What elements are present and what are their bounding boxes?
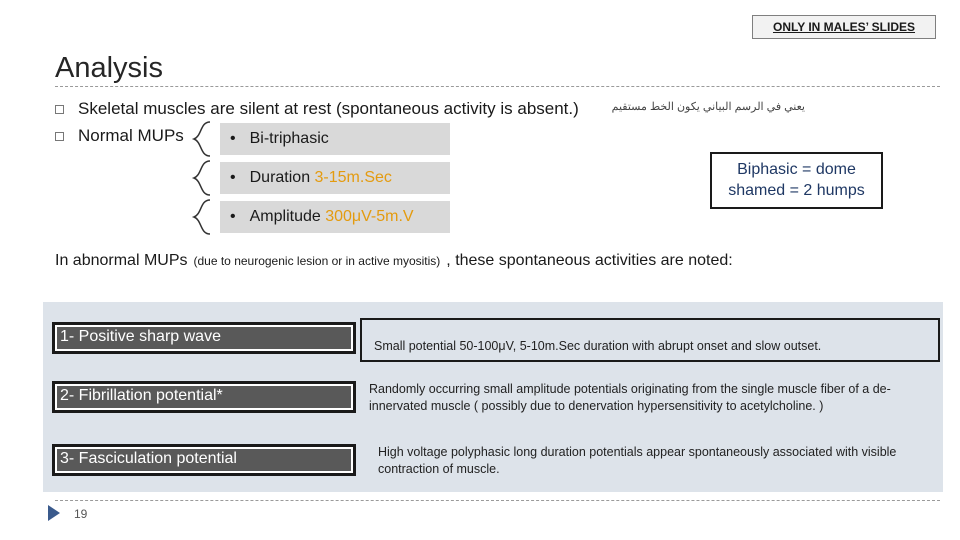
brace-icon [186, 120, 216, 158]
label-fasciculation-potential [52, 444, 356, 476]
mup-item-label: Amplitude [249, 208, 326, 225]
brace-icon [186, 159, 216, 197]
desc-positive-sharp-wave [360, 318, 940, 362]
label-positive-sharp-wave [52, 322, 356, 354]
page-number: 19 [74, 507, 88, 521]
bullet-dot-icon: • [230, 208, 236, 225]
row-label: 1- Positive sharp wave [60, 328, 221, 345]
callout-line-1: Biphasic = dome [737, 160, 856, 178]
title-divider [55, 86, 940, 87]
mup-item-label: Bi-triphasic [249, 130, 329, 147]
bullet-silent-at-rest [55, 99, 579, 119]
desc-fibrillation-potential [369, 381, 935, 415]
row-desc: Randomly occurring small amplitude potentials originating from the single muscle fiber of a de-innervated muscle ( possibly due to denervation hypersensitivity to acetylcholine. ) [369, 382, 891, 413]
bullet-dot-icon: • [230, 130, 236, 147]
arabic-note: يعني في الرسم البياني يكون الخط مستقيم [611, 101, 805, 113]
mup-item-duration [220, 162, 450, 194]
row-label: 2- Fibrillation potential* [60, 387, 223, 404]
bullet-dot-icon: • [230, 169, 236, 186]
bullet-text: Skeletal muscles are silent at rest (spontaneous activity is absent.) [78, 99, 579, 118]
checkbox-bullet-icon [55, 105, 64, 114]
abnormal-tail: , these spontaneous activities are noted: [446, 252, 733, 269]
abnormal-lead: In abnormal MUPs [55, 252, 188, 269]
slide-title: Analysis [55, 52, 163, 84]
mup-item-value: 3-15m.Sec [314, 169, 392, 186]
desc-fasciculation-potential [378, 444, 923, 478]
row-label: 3- Fasciculation potential [60, 450, 237, 467]
mup-item-amplitude [220, 201, 450, 233]
abnormal-mups-heading [55, 252, 733, 270]
mup-item-biphasic [220, 123, 450, 155]
males-slides-badge: ONLY IN MALES’ SLIDES [752, 15, 936, 39]
label-fibrillation-potential [52, 381, 356, 413]
mup-item-value: 300μV-5m.V [325, 208, 414, 225]
abnormal-note: (due to neurogenic lesion or in active myositis) [193, 254, 441, 268]
brace-icon [186, 198, 216, 236]
row-desc: Small potential 50-100μV, 5-10m.Sec duration with abrupt onset and slow outset. [374, 339, 822, 353]
bullet-text: Normal MUPs [78, 126, 184, 145]
callout-line-2: shamed = 2 humps [728, 181, 865, 199]
checkbox-bullet-icon [55, 132, 64, 141]
footer-divider [55, 500, 940, 501]
bullet-normal-mups [55, 126, 184, 146]
play-triangle-icon [48, 505, 60, 521]
mup-item-label: Duration [249, 169, 315, 186]
biphasic-callout [710, 152, 883, 209]
row-desc: High voltage polyphasic long duration potentials appear spontaneously associated with visible contraction of muscle. [378, 445, 897, 476]
